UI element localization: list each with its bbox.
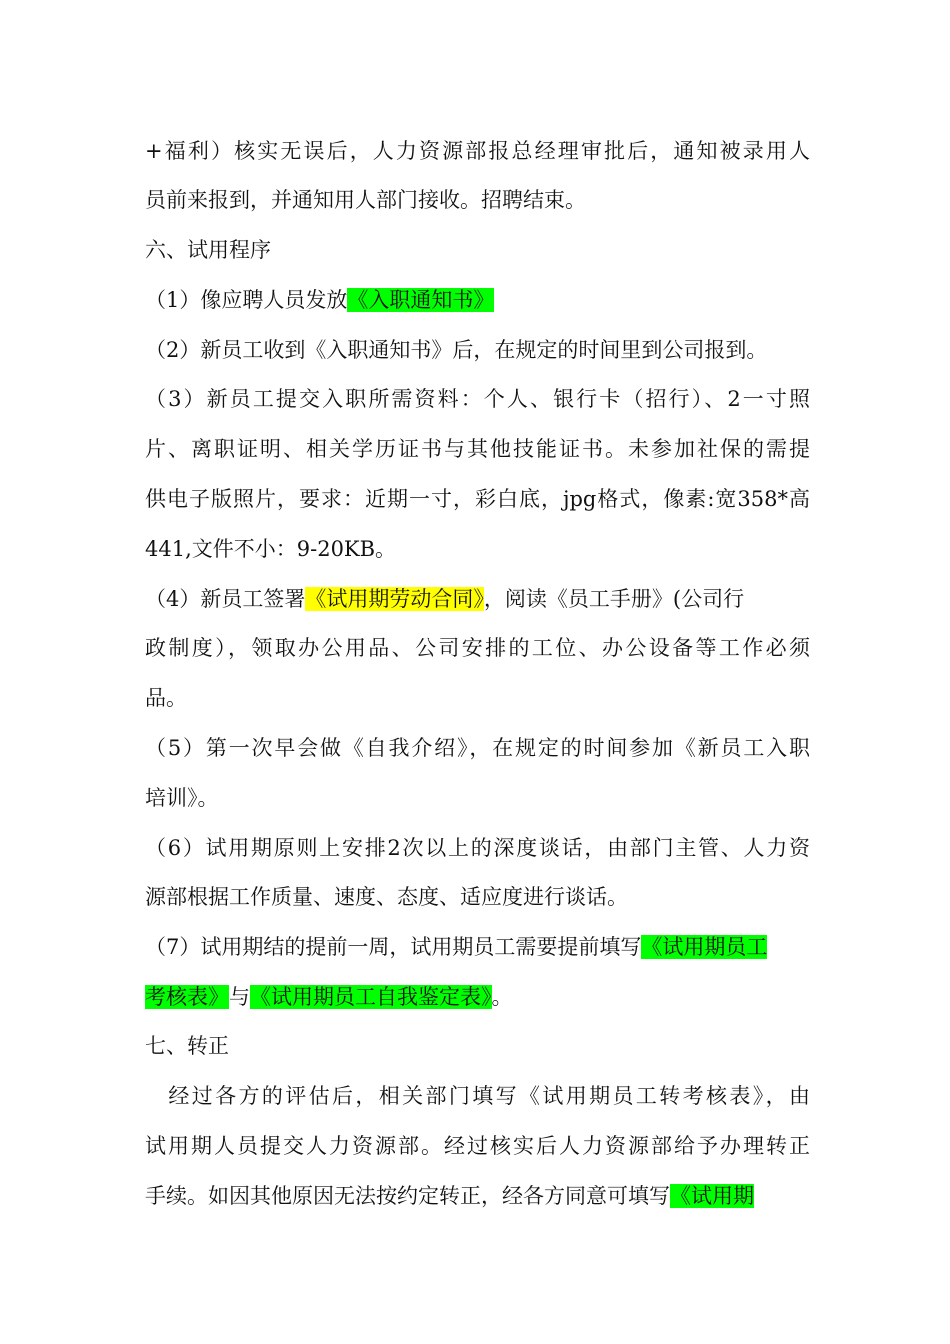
list-item-2: （2）新员工收到《入职通知书》后，在规定的时间里到公司报到。 [145,338,768,362]
highlighted-form-name: 《试用期劳动合同》 [305,587,484,611]
highlighted-form-name: 《试用期员工 [641,935,768,959]
text-line: 片、离职证明、相关学历证书与其他技能证书。未参加社保的需提 [145,437,810,461]
item-text: （1）像应聘人员发放 [145,288,348,312]
list-item-7 [145,932,810,962]
section-heading: 六、试用程序 [145,238,271,262]
section-heading: 七、转正 [145,1034,229,1058]
list-item-6: （6）试用期原则上安排2次以上的深度谈话，由部门主管、人力资 [145,836,810,860]
text-line: 源部根据工作质量、速度、态度、适应度进行谈话。 [145,885,628,909]
list-item-1 [145,285,810,315]
highlighted-form-name: 《试用期 [670,1184,754,1208]
highlighted-form-name: 《入职通知书》 [347,288,495,312]
text-line: 441,文件不小：9-20KB。 [145,537,397,561]
list-item-3: （3）新员工提交入职所需资料：个人、银行卡（招行）、2一寸照 [145,387,810,411]
item-text: 与 [229,985,250,1009]
paragraph-line [145,1181,810,1211]
text-line: 培训》。 [145,786,219,810]
text-line: +福利）核实无误后，人力资源部报总经理审批后，通知被录用人 [145,139,810,163]
item-text: （7）试用期结的提前一周，试用期员工需要提前填写 [145,935,642,959]
text-line [145,982,810,1012]
paragraph-line: 试用期人员提交人力资源部。经过核实后人力资源部给予办理转正 [145,1134,810,1158]
text-line: 品。 [145,686,187,710]
highlighted-form-name: 考核表》 [145,985,229,1009]
item-text: ，阅读《员工手册》(公司行 [483,587,745,611]
item-text: 。 [491,985,513,1009]
item-text: （4）新员工签署 [145,587,306,611]
text-line: 政制度），领取办公用品、公司安排的工位、办公设备等工作必须 [145,636,810,660]
text-line: 员前来报到，并通知用人部门接收。招聘结束。 [145,188,586,212]
item-text: 手续。如因其他原因无法按约定转正，经各方同意可填写 [145,1184,670,1208]
text-line: 供电子版照片，要求：近期一寸，彩白底，jpg格式，像素:宽358*高 [145,487,810,511]
highlighted-form-name: 《试用期员工自我鉴定表》 [250,985,492,1009]
list-item-4 [145,584,810,614]
list-item-5: （5）第一次早会做《自我介绍》，在规定的时间参加《新员工入职 [145,736,810,760]
paragraph-line: 经过各方的评估后，相关部门填写《试用期员工转考核表》，由 [145,1084,810,1108]
